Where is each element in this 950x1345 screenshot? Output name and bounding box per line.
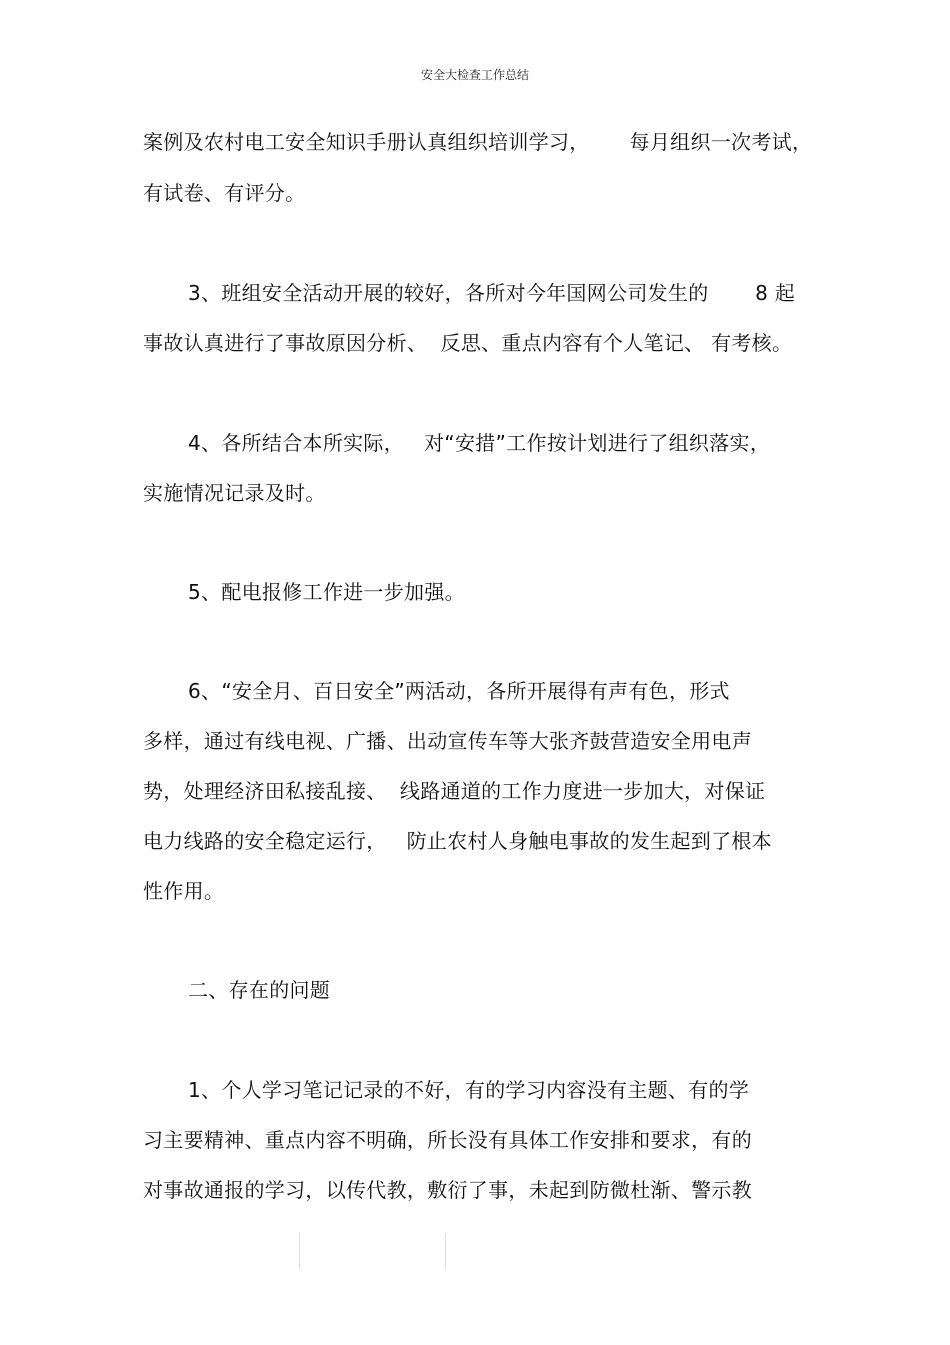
paragraph-line: 事故认真进行了事故原因分析、 反思、重点内容有个人笔记、 有考核。 <box>143 331 793 355</box>
page-divider-mark <box>299 1233 300 1269</box>
paragraph-line: 5、配电报修工作进一步加强。 <box>188 580 465 604</box>
section-heading: 二、存在的问题 <box>188 978 331 1002</box>
paragraph-line: 3、班组安全活动开展的较好，各所对今年国网公司发生的 8 起 <box>188 281 796 305</box>
page-divider-mark <box>445 1233 446 1269</box>
paragraph-line: 势，处理经济田私接乱接、 线路通道的工作力度进一步加大，对保证 <box>143 779 766 803</box>
paragraph-line: 实施情况记录及时。 <box>143 481 326 505</box>
paragraph-line: 1、个人学习笔记记录的不好，有的学习内容没有主题、有的学 <box>188 1078 750 1102</box>
paragraph-line: 性作用。 <box>143 879 225 903</box>
paragraph-line: 电力线路的安全稳定运行， 防止农村人身触电事故的发生起到了根本 <box>143 829 772 853</box>
paragraph-line: 6、“安全月、百日安全”两活动，各所开展得有声有色，形式 <box>188 679 730 703</box>
paragraph-line: 对事故通报的学习，以传代教，敷衍了事，未起到防微杜渐、警示教 <box>143 1178 752 1202</box>
paragraph-line: 多样，通过有线电视、广播、出动宣传车等大张齐鼓营造安全用电声 <box>143 729 752 753</box>
page-header: 安全大检查工作总结 <box>420 68 529 82</box>
paragraph-line: 有试卷、有评分。 <box>143 181 306 205</box>
paragraph-line: 案例及农村电工安全知识手册认真组织培训学习， 每月组织一次考试， <box>143 130 813 154</box>
paragraph-line: 习主要精神、重点内容不明确，所长没有具体工作安排和要求，有的 <box>143 1128 752 1152</box>
paragraph-line: 4、各所结合本所实际， 对“安措”工作按计划进行了组织落实， <box>188 431 771 455</box>
